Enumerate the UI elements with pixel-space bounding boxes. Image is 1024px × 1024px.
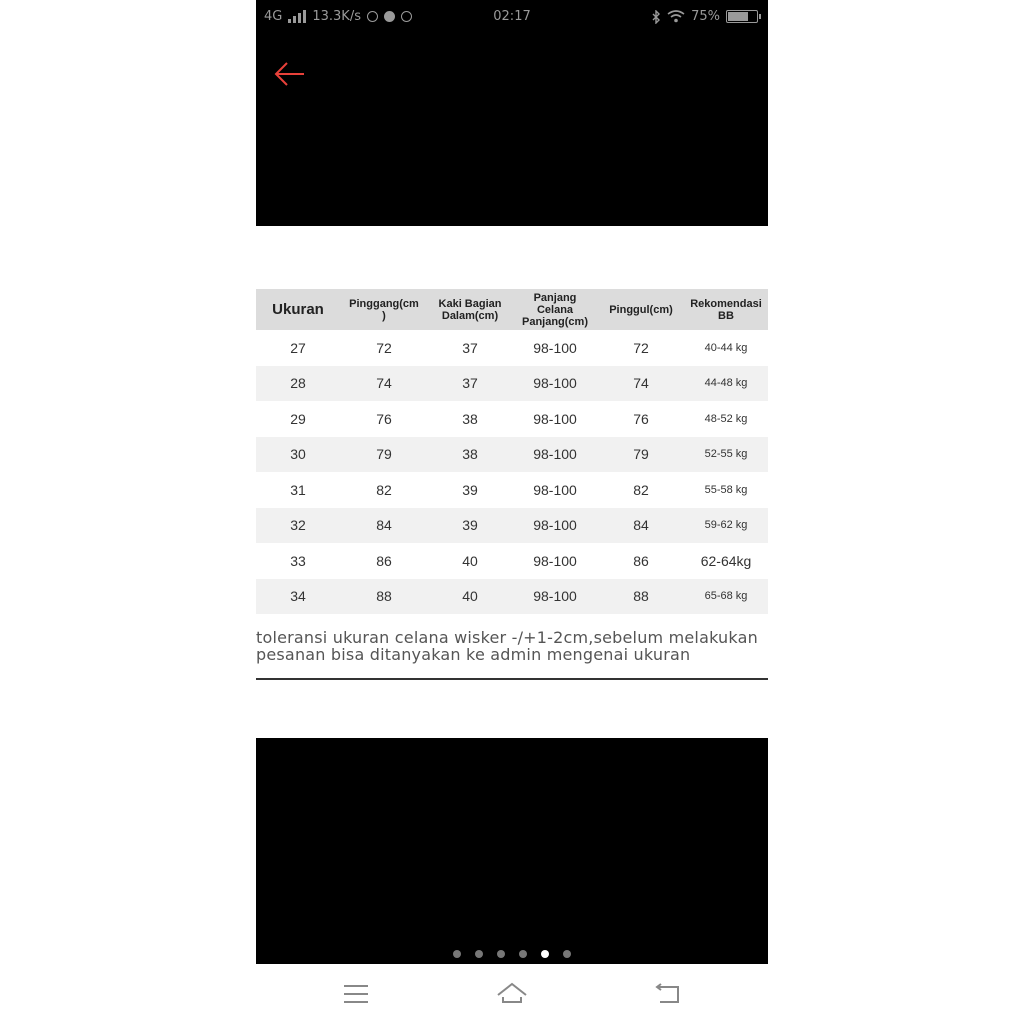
size-chart-image	[256, 289, 768, 664]
status-right	[652, 9, 758, 24]
table-cell: 28	[256, 366, 340, 402]
table-row	[256, 401, 768, 437]
network-type: 4G	[264, 9, 283, 24]
table-cell: 98-100	[512, 579, 598, 615]
page-indicator	[256, 950, 768, 958]
table-cell: 32	[256, 508, 340, 544]
battery-percent: 75%	[691, 9, 720, 24]
clock: 02:17	[493, 9, 531, 24]
image-viewer-top	[256, 0, 768, 226]
menu-button[interactable]	[340, 978, 372, 1010]
page-dot[interactable]	[497, 950, 505, 958]
image-viewer-bottom	[256, 738, 768, 964]
table-row	[256, 366, 768, 402]
table-cell: 84	[340, 508, 428, 544]
table-cell: 38	[428, 401, 512, 437]
table-cell: 62-64kg	[684, 543, 768, 579]
table-cell: 48-52 kg	[684, 401, 768, 437]
back-button[interactable]	[272, 56, 308, 92]
table-cell: 86	[340, 543, 428, 579]
table-cell: 98-100	[512, 543, 598, 579]
table-cell: 37	[428, 330, 512, 366]
battery-icon	[726, 10, 758, 23]
column-header: Rekomendasi BB	[684, 289, 768, 330]
table-cell: 72	[340, 330, 428, 366]
size-tolerance-note	[256, 629, 768, 663]
table-cell: 88	[340, 579, 428, 615]
table-row	[256, 330, 768, 366]
note-line: toleransi ukuran celana wisker -/+1-2cm,sebelum melakukan	[256, 628, 758, 647]
table-cell: 98-100	[512, 437, 598, 473]
table-cell: 88	[598, 579, 684, 615]
table-cell: 34	[256, 579, 340, 615]
table-cell: 98-100	[512, 508, 598, 544]
column-header: Pinggul(cm)	[598, 289, 684, 330]
table-cell: 79	[598, 437, 684, 473]
table-cell: 29	[256, 401, 340, 437]
table-row	[256, 579, 768, 615]
table-row	[256, 508, 768, 544]
table-cell: 76	[598, 401, 684, 437]
table-cell: 98-100	[512, 366, 598, 402]
column-header: Ukuran	[256, 289, 340, 330]
page-dot[interactable]	[541, 950, 549, 958]
table-cell: 84	[598, 508, 684, 544]
table-row	[256, 437, 768, 473]
column-header: Panjang Celana Panjang(cm)	[512, 289, 598, 330]
table-cell: 27	[256, 330, 340, 366]
table-cell: 40-44 kg	[684, 330, 768, 366]
navigation-bar	[256, 964, 768, 1024]
table-row	[256, 472, 768, 508]
table-cell: 39	[428, 472, 512, 508]
table-cell: 44-48 kg	[684, 366, 768, 402]
size-chart-header-row	[256, 289, 768, 330]
table-cell: 33	[256, 543, 340, 579]
table-cell: 98-100	[512, 401, 598, 437]
table-cell: 39	[428, 508, 512, 544]
page-dot[interactable]	[563, 950, 571, 958]
bluetooth-icon	[652, 10, 661, 24]
table-cell: 31	[256, 472, 340, 508]
table-cell: 40	[428, 543, 512, 579]
table-cell: 65-68 kg	[684, 579, 768, 615]
table-cell: 82	[340, 472, 428, 508]
table-cell: 74	[598, 366, 684, 402]
column-header: Kaki Bagian Dalam(cm)	[428, 289, 512, 330]
column-header: Pinggang(cm )	[340, 289, 428, 330]
network-speed: 13.3K/s	[312, 9, 361, 24]
table-cell: 30	[256, 437, 340, 473]
back-arrow-icon	[272, 56, 308, 92]
table-cell: 98-100	[512, 330, 598, 366]
table-cell: 59-62 kg	[684, 508, 768, 544]
table-cell: 74	[340, 366, 428, 402]
home-icon	[496, 978, 528, 1010]
wifi-icon	[667, 10, 685, 23]
table-cell: 79	[340, 437, 428, 473]
table-cell: 37	[428, 366, 512, 402]
table-cell: 98-100	[512, 472, 598, 508]
table-cell: 52-55 kg	[684, 437, 768, 473]
table-row	[256, 543, 768, 579]
back-nav-button[interactable]	[652, 978, 684, 1010]
phone-screen	[256, 0, 768, 1024]
table-cell: 55-58 kg	[684, 472, 768, 508]
page-dot[interactable]	[519, 950, 527, 958]
page-dot[interactable]	[453, 950, 461, 958]
table-cell: 76	[340, 401, 428, 437]
table-cell: 38	[428, 437, 512, 473]
size-chart-table	[256, 289, 768, 614]
table-cell: 82	[598, 472, 684, 508]
divider	[256, 678, 768, 680]
note-line: pesanan bisa ditanyakan ke admin mengenai ukuran	[256, 645, 691, 664]
back-icon	[652, 978, 684, 1010]
page-dot[interactable]	[475, 950, 483, 958]
table-cell: 86	[598, 543, 684, 579]
table-cell: 40	[428, 579, 512, 615]
menu-icon	[340, 978, 372, 1010]
battery-fill	[728, 12, 748, 21]
table-cell: 72	[598, 330, 684, 366]
home-button[interactable]	[496, 978, 528, 1010]
status-bar	[256, 0, 768, 34]
